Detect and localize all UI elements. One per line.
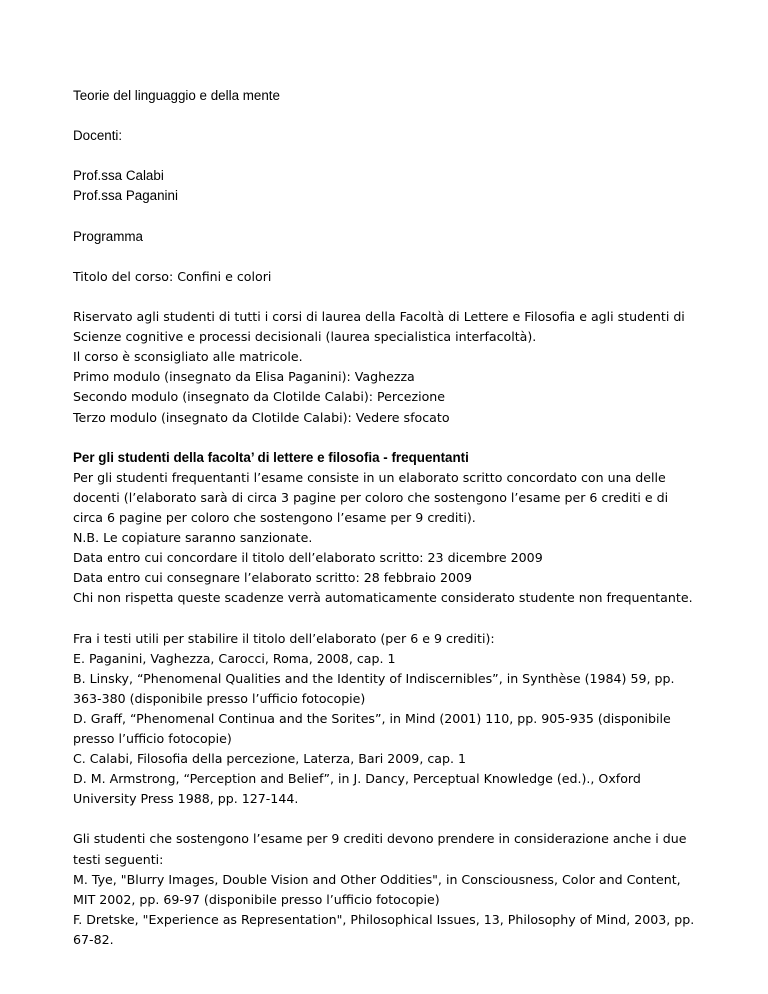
text-line: Chi non rispetta queste scadenze verrà automaticamente considerato studente non frequentante. bbox=[73, 590, 693, 606]
course-subtitle: Titolo del corso: Confini e colori bbox=[73, 268, 272, 284]
text-line: Secondo modulo (insegnato da Clotilde Calabi): Percezione bbox=[73, 389, 446, 405]
section-heading: Per gli studenti della facolta’ di lettere e filosofia - frequentanti bbox=[73, 449, 469, 465]
text-line: F. Dretske, "Experience as Representation", Philosophical Issues, 13, Philosophy of Mind, 2003, pp. bbox=[73, 911, 695, 927]
nine-credits-section bbox=[73, 829, 698, 950]
text-line: M. Tye, "Blurry Images, Double Vision and Other Oddities", in Consciousness, Color and Content, bbox=[73, 871, 681, 887]
text-line: E. Paganini, Vaghezza, Carocci, Roma, 2008, cap. 1 bbox=[73, 650, 396, 666]
text-line: MIT 2002, pp. 69-97 (disponibile presso l’ufficio fotocopie) bbox=[73, 891, 440, 907]
text-line: 67-82. bbox=[73, 931, 114, 947]
text-line: docenti (l’elaborato sarà di circa 3 pagine per coloro che sostengono l’esame per 6 crediti e di bbox=[73, 489, 669, 505]
text-line: Gli studenti che sostengono l’esame per 9 crediti devono prendere in considerazione anche i due bbox=[73, 831, 687, 847]
teacher-name: Prof.ssa Paganini bbox=[73, 188, 178, 204]
text-line: Data entro cui consegnare l’elaborato scritto: 28 febbraio 2009 bbox=[73, 570, 473, 586]
teacher-name: Prof.ssa Calabi bbox=[73, 168, 164, 184]
text-line: C. Calabi, Filosofia della percezione, Laterza, Bari 2009, cap. 1 bbox=[73, 751, 466, 767]
text-line: presso l’ufficio fotocopie) bbox=[73, 731, 232, 746]
course-info bbox=[73, 307, 698, 428]
bibliography-section bbox=[73, 629, 698, 810]
text-line: University Press 1988, pp. 127-144. bbox=[73, 791, 299, 807]
text-line: Scienze cognitive e processi decisionali (laurea specialistica interfacoltà). bbox=[73, 329, 537, 345]
text-line: D. Graff, “Phenomenal Continua and the Sorites”, in Mind (2001) 110, pp. 905-935 (disponibile bbox=[73, 710, 671, 726]
frequentanti-section bbox=[73, 448, 698, 609]
course-title: Teorie del linguaggio e della mente bbox=[73, 88, 280, 103]
text-line: B. Linsky, “Phenomenal Qualities and the Identity of Indiscernibles”, in Synthèse (1984) 59, pp. bbox=[73, 670, 675, 686]
text-line: 363-380 (disponibile presso l’ufficio fotocopie) bbox=[73, 690, 366, 706]
text-line: Primo modulo (insegnato da Elisa Paganini): Vaghezza bbox=[73, 369, 415, 385]
teachers-label: Docenti: bbox=[73, 128, 123, 144]
text-line: Per gli studenti frequentanti l’esame consiste in un elaborato scritto concordato con una delle bbox=[73, 469, 666, 485]
text-line: D. M. Armstrong, “Perception and Belief”, in J. Dancy, Perceptual Knowledge (ed.)., Oxford bbox=[73, 771, 641, 787]
text-line: Il corso è sconsigliato alle matricole. bbox=[73, 349, 303, 365]
program-label: Programma bbox=[73, 228, 143, 244]
text-line: Terzo modulo (insegnato da Clotilde Calabi): Vedere sfocato bbox=[73, 409, 450, 425]
text-line: N.B. Le copiature saranno sanzionate. bbox=[73, 530, 313, 546]
document-page bbox=[73, 86, 698, 950]
text-line: circa 6 pagine per coloro che sostengono l’esame per 9 crediti). bbox=[73, 509, 476, 525]
text-line: testi seguenti: bbox=[73, 851, 164, 867]
text-line: Fra i testi utili per stabilire il titolo dell’elaborato (per 6 e 9 crediti): bbox=[73, 630, 495, 646]
text-line: Data entro cui concordare il titolo dell’elaborato scritto: 23 dicembre 2009 bbox=[73, 550, 543, 566]
text-line: Riservato agli studenti di tutti i corsi di laurea della Facoltà di Lettere e Filosofia e agli studenti di bbox=[73, 309, 685, 325]
